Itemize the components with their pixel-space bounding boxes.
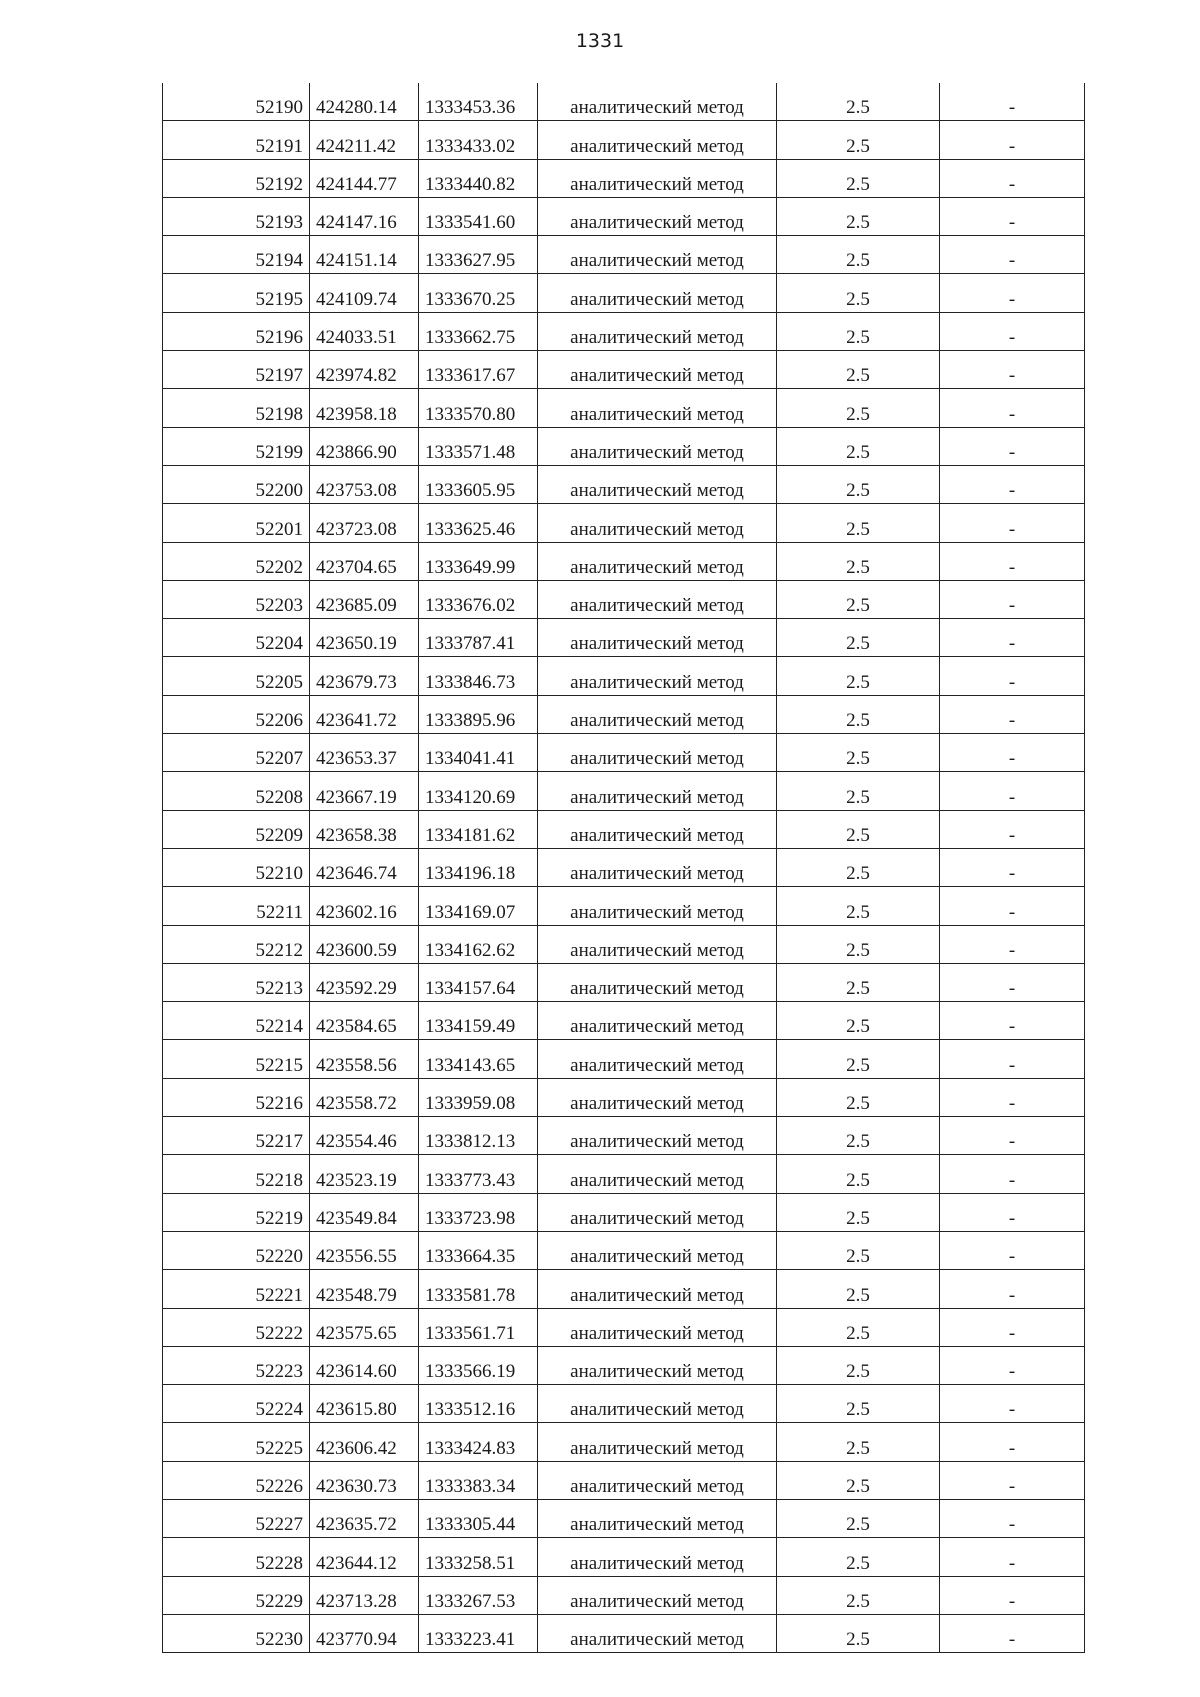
y-coordinate-cell: 1333424.83 <box>419 1423 538 1461</box>
table-row <box>163 1308 1085 1346</box>
y-coordinate-cell: 1333561.71 <box>419 1308 538 1346</box>
y-coordinate-cell: 1333846.73 <box>419 657 538 695</box>
x-coordinate-cell: 423554.46 <box>310 1117 419 1155</box>
note-cell: - <box>940 1155 1085 1193</box>
y-coordinate-cell: 1333267.53 <box>419 1576 538 1614</box>
accuracy-cell: 2.5 <box>777 848 940 886</box>
accuracy-cell: 2.5 <box>777 734 940 772</box>
y-coordinate-cell: 1334169.07 <box>419 887 538 925</box>
x-coordinate-cell: 423866.90 <box>310 427 419 465</box>
y-coordinate-cell: 1333581.78 <box>419 1270 538 1308</box>
y-coordinate-cell: 1334196.18 <box>419 848 538 886</box>
table-row <box>163 1231 1085 1269</box>
table-row <box>163 1346 1085 1384</box>
x-coordinate-cell: 423602.16 <box>310 887 419 925</box>
y-coordinate-cell: 1333605.95 <box>419 465 538 503</box>
note-cell: - <box>940 197 1085 235</box>
point-number-cell: 52228 <box>163 1538 310 1576</box>
method-cell: аналитический метод <box>538 351 777 389</box>
point-number-cell: 52206 <box>163 695 310 733</box>
note-cell: - <box>940 810 1085 848</box>
method-cell: аналитический метод <box>538 1346 777 1384</box>
x-coordinate-cell: 424147.16 <box>310 197 419 235</box>
note-cell: - <box>940 1078 1085 1116</box>
accuracy-cell: 2.5 <box>777 1346 940 1384</box>
method-cell: аналитический метод <box>538 1308 777 1346</box>
y-coordinate-cell: 1334041.41 <box>419 734 538 772</box>
method-cell: аналитический метод <box>538 159 777 197</box>
method-cell: аналитический метод <box>538 274 777 312</box>
method-cell: аналитический метод <box>538 121 777 159</box>
accuracy-cell: 2.5 <box>777 772 940 810</box>
point-number-cell: 52203 <box>163 580 310 618</box>
method-cell: аналитический метод <box>538 542 777 580</box>
method-cell: аналитический метод <box>538 887 777 925</box>
point-number-cell: 52199 <box>163 427 310 465</box>
method-cell: аналитический метод <box>538 1117 777 1155</box>
method-cell: аналитический метод <box>538 83 777 121</box>
accuracy-cell: 2.5 <box>777 1538 940 1576</box>
note-cell: - <box>940 772 1085 810</box>
method-cell: аналитический метод <box>538 389 777 427</box>
y-coordinate-cell: 1333625.46 <box>419 504 538 542</box>
note-cell: - <box>940 848 1085 886</box>
x-coordinate-cell: 424280.14 <box>310 83 419 121</box>
note-cell: - <box>940 274 1085 312</box>
point-number-cell: 52229 <box>163 1576 310 1614</box>
note-cell: - <box>940 83 1085 121</box>
method-cell: аналитический метод <box>538 925 777 963</box>
method-cell: аналитический метод <box>538 1231 777 1269</box>
point-number-cell: 52202 <box>163 542 310 580</box>
x-coordinate-cell: 423584.65 <box>310 1002 419 1040</box>
point-number-cell: 52223 <box>163 1346 310 1384</box>
note-cell: - <box>940 1576 1085 1614</box>
note-cell: - <box>940 619 1085 657</box>
y-coordinate-cell: 1333440.82 <box>419 159 538 197</box>
point-number-cell: 52198 <box>163 389 310 427</box>
x-coordinate-cell: 423641.72 <box>310 695 419 733</box>
accuracy-cell: 2.5 <box>777 1461 940 1499</box>
accuracy-cell: 2.5 <box>777 1423 940 1461</box>
table-row <box>163 1270 1085 1308</box>
note-cell: - <box>940 963 1085 1001</box>
y-coordinate-cell: 1333571.48 <box>419 427 538 465</box>
note-cell: - <box>940 1308 1085 1346</box>
y-coordinate-cell: 1334181.62 <box>419 810 538 848</box>
point-number-cell: 52224 <box>163 1385 310 1423</box>
accuracy-cell: 2.5 <box>777 1040 940 1078</box>
table-row <box>163 695 1085 733</box>
y-coordinate-cell: 1333433.02 <box>419 121 538 159</box>
method-cell: аналитический метод <box>538 848 777 886</box>
y-coordinate-cell: 1333512.16 <box>419 1385 538 1423</box>
method-cell: аналитический метод <box>538 1461 777 1499</box>
accuracy-cell: 2.5 <box>777 887 940 925</box>
accuracy-cell: 2.5 <box>777 925 940 963</box>
accuracy-cell: 2.5 <box>777 159 940 197</box>
accuracy-cell: 2.5 <box>777 1270 940 1308</box>
note-cell: - <box>940 887 1085 925</box>
y-coordinate-cell: 1333566.19 <box>419 1346 538 1384</box>
y-coordinate-cell: 1333662.75 <box>419 312 538 350</box>
table-row <box>163 465 1085 503</box>
note-cell: - <box>940 1385 1085 1423</box>
table-row <box>163 1002 1085 1040</box>
y-coordinate-cell: 1333676.02 <box>419 580 538 618</box>
accuracy-cell: 2.5 <box>777 542 940 580</box>
y-coordinate-cell: 1333453.36 <box>419 83 538 121</box>
note-cell: - <box>940 1346 1085 1384</box>
x-coordinate-cell: 423704.65 <box>310 542 419 580</box>
x-coordinate-cell: 424211.42 <box>310 121 419 159</box>
method-cell: аналитический метод <box>538 427 777 465</box>
y-coordinate-cell: 1333959.08 <box>419 1078 538 1116</box>
note-cell: - <box>940 1499 1085 1537</box>
accuracy-cell: 2.5 <box>777 1117 940 1155</box>
method-cell: аналитический метод <box>538 197 777 235</box>
y-coordinate-cell: 1333570.80 <box>419 389 538 427</box>
x-coordinate-cell: 423600.59 <box>310 925 419 963</box>
table-row <box>163 580 1085 618</box>
table-row <box>163 427 1085 465</box>
point-number-cell: 52204 <box>163 619 310 657</box>
y-coordinate-cell: 1334159.49 <box>419 1002 538 1040</box>
accuracy-cell: 2.5 <box>777 580 940 618</box>
point-number-cell: 52221 <box>163 1270 310 1308</box>
point-number-cell: 52214 <box>163 1002 310 1040</box>
accuracy-cell: 2.5 <box>777 1576 940 1614</box>
table-row <box>163 887 1085 925</box>
x-coordinate-cell: 423658.38 <box>310 810 419 848</box>
note-cell: - <box>940 351 1085 389</box>
x-coordinate-cell: 423556.55 <box>310 1231 419 1269</box>
point-number-cell: 52190 <box>163 83 310 121</box>
note-cell: - <box>940 1193 1085 1231</box>
method-cell: аналитический метод <box>538 1002 777 1040</box>
x-coordinate-cell: 423753.08 <box>310 465 419 503</box>
point-number-cell: 52207 <box>163 734 310 772</box>
point-number-cell: 52211 <box>163 887 310 925</box>
note-cell: - <box>940 236 1085 274</box>
y-coordinate-cell: 1333895.96 <box>419 695 538 733</box>
y-coordinate-cell: 1333664.35 <box>419 1231 538 1269</box>
y-coordinate-cell: 1334157.64 <box>419 963 538 1001</box>
method-cell: аналитический метод <box>538 1538 777 1576</box>
point-number-cell: 52209 <box>163 810 310 848</box>
table-row <box>163 197 1085 235</box>
method-cell: аналитический метод <box>538 1270 777 1308</box>
x-coordinate-cell: 423558.72 <box>310 1078 419 1116</box>
method-cell: аналитический метод <box>538 465 777 503</box>
table-row <box>163 1423 1085 1461</box>
accuracy-cell: 2.5 <box>777 963 940 1001</box>
accuracy-cell: 2.5 <box>777 1308 940 1346</box>
y-coordinate-cell: 1333305.44 <box>419 1499 538 1537</box>
point-number-cell: 52195 <box>163 274 310 312</box>
table-row <box>163 83 1085 121</box>
table-row <box>163 159 1085 197</box>
x-coordinate-cell: 423685.09 <box>310 580 419 618</box>
x-coordinate-cell: 423558.56 <box>310 1040 419 1078</box>
y-coordinate-cell: 1333787.41 <box>419 619 538 657</box>
y-coordinate-cell: 1334162.62 <box>419 925 538 963</box>
accuracy-cell: 2.5 <box>777 1155 940 1193</box>
y-coordinate-cell: 1333649.99 <box>419 542 538 580</box>
note-cell: - <box>940 159 1085 197</box>
point-number-cell: 52192 <box>163 159 310 197</box>
note-cell: - <box>940 925 1085 963</box>
method-cell: аналитический метод <box>538 1423 777 1461</box>
x-coordinate-cell: 423523.19 <box>310 1155 419 1193</box>
x-coordinate-cell: 424109.74 <box>310 274 419 312</box>
y-coordinate-cell: 1333383.34 <box>419 1461 538 1499</box>
method-cell: аналитический метод <box>538 734 777 772</box>
note-cell: - <box>940 121 1085 159</box>
x-coordinate-cell: 423548.79 <box>310 1270 419 1308</box>
point-number-cell: 52210 <box>163 848 310 886</box>
point-number-cell: 52220 <box>163 1231 310 1269</box>
accuracy-cell: 2.5 <box>777 465 940 503</box>
accuracy-cell: 2.5 <box>777 1078 940 1116</box>
method-cell: аналитический метод <box>538 619 777 657</box>
note-cell: - <box>940 1461 1085 1499</box>
method-cell: аналитический метод <box>538 1193 777 1231</box>
method-cell: аналитический метод <box>538 695 777 733</box>
accuracy-cell: 2.5 <box>777 657 940 695</box>
x-coordinate-cell: 423614.60 <box>310 1346 419 1384</box>
table-row <box>163 312 1085 350</box>
y-coordinate-cell: 1333258.51 <box>419 1538 538 1576</box>
table-row <box>163 274 1085 312</box>
accuracy-cell: 2.5 <box>777 1231 940 1269</box>
point-number-cell: 52212 <box>163 925 310 963</box>
point-number-cell: 52213 <box>163 963 310 1001</box>
x-coordinate-cell: 423974.82 <box>310 351 419 389</box>
y-coordinate-cell: 1333773.43 <box>419 1155 538 1193</box>
method-cell: аналитический метод <box>538 1614 777 1652</box>
accuracy-cell: 2.5 <box>777 1193 940 1231</box>
x-coordinate-cell: 423723.08 <box>310 504 419 542</box>
table-row <box>163 1155 1085 1193</box>
table-row <box>163 848 1085 886</box>
table-row <box>163 1576 1085 1614</box>
table-row <box>163 1385 1085 1423</box>
note-cell: - <box>940 504 1085 542</box>
table-row <box>163 1040 1085 1078</box>
point-number-cell: 52191 <box>163 121 310 159</box>
method-cell: аналитический метод <box>538 1499 777 1537</box>
x-coordinate-cell: 423615.80 <box>310 1385 419 1423</box>
y-coordinate-cell: 1334120.69 <box>419 772 538 810</box>
note-cell: - <box>940 695 1085 733</box>
note-cell: - <box>940 1538 1085 1576</box>
x-coordinate-cell: 424144.77 <box>310 159 419 197</box>
x-coordinate-cell: 423635.72 <box>310 1499 419 1537</box>
note-cell: - <box>940 734 1085 772</box>
x-coordinate-cell: 423646.74 <box>310 848 419 886</box>
accuracy-cell: 2.5 <box>777 427 940 465</box>
y-coordinate-cell: 1333627.95 <box>419 236 538 274</box>
table-row <box>163 236 1085 274</box>
note-cell: - <box>940 427 1085 465</box>
accuracy-cell: 2.5 <box>777 504 940 542</box>
x-coordinate-cell: 423770.94 <box>310 1614 419 1652</box>
note-cell: - <box>940 1040 1085 1078</box>
y-coordinate-cell: 1333812.13 <box>419 1117 538 1155</box>
note-cell: - <box>940 389 1085 427</box>
accuracy-cell: 2.5 <box>777 1385 940 1423</box>
accuracy-cell: 2.5 <box>777 351 940 389</box>
point-number-cell: 52208 <box>163 772 310 810</box>
table-row <box>163 1078 1085 1116</box>
note-cell: - <box>940 312 1085 350</box>
point-number-cell: 52226 <box>163 1461 310 1499</box>
table-row <box>163 1538 1085 1576</box>
method-cell: аналитический метод <box>538 963 777 1001</box>
point-number-cell: 52217 <box>163 1117 310 1155</box>
table-row <box>163 772 1085 810</box>
point-number-cell: 52201 <box>163 504 310 542</box>
note-cell: - <box>940 580 1085 618</box>
note-cell: - <box>940 1002 1085 1040</box>
method-cell: аналитический метод <box>538 1576 777 1614</box>
x-coordinate-cell: 423549.84 <box>310 1193 419 1231</box>
accuracy-cell: 2.5 <box>777 312 940 350</box>
accuracy-cell: 2.5 <box>777 1002 940 1040</box>
y-coordinate-cell: 1333223.41 <box>419 1614 538 1652</box>
point-number-cell: 52222 <box>163 1308 310 1346</box>
method-cell: аналитический метод <box>538 580 777 618</box>
table-row <box>163 734 1085 772</box>
method-cell: аналитический метод <box>538 236 777 274</box>
accuracy-cell: 2.5 <box>777 1614 940 1652</box>
accuracy-cell: 2.5 <box>777 1499 940 1537</box>
table-row <box>163 542 1085 580</box>
y-coordinate-cell: 1333723.98 <box>419 1193 538 1231</box>
accuracy-cell: 2.5 <box>777 389 940 427</box>
x-coordinate-cell: 423667.19 <box>310 772 419 810</box>
accuracy-cell: 2.5 <box>777 236 940 274</box>
x-coordinate-cell: 423679.73 <box>310 657 419 695</box>
point-number-cell: 52200 <box>163 465 310 503</box>
table-row <box>163 1499 1085 1537</box>
coordinates-table <box>162 83 1085 1653</box>
point-number-cell: 52218 <box>163 1155 310 1193</box>
point-number-cell: 52196 <box>163 312 310 350</box>
y-coordinate-cell: 1333670.25 <box>419 274 538 312</box>
x-coordinate-cell: 423958.18 <box>310 389 419 427</box>
table-row <box>163 963 1085 1001</box>
table-row <box>163 351 1085 389</box>
accuracy-cell: 2.5 <box>777 274 940 312</box>
accuracy-cell: 2.5 <box>777 197 940 235</box>
method-cell: аналитический метод <box>538 810 777 848</box>
x-coordinate-cell: 423713.28 <box>310 1576 419 1614</box>
x-coordinate-cell: 423606.42 <box>310 1423 419 1461</box>
table-row <box>163 657 1085 695</box>
note-cell: - <box>940 1117 1085 1155</box>
method-cell: аналитический метод <box>538 1040 777 1078</box>
note-cell: - <box>940 1270 1085 1308</box>
method-cell: аналитический метод <box>538 657 777 695</box>
note-cell: - <box>940 1614 1085 1652</box>
x-coordinate-cell: 423653.37 <box>310 734 419 772</box>
accuracy-cell: 2.5 <box>777 695 940 733</box>
table-row <box>163 1614 1085 1652</box>
table-row <box>163 925 1085 963</box>
point-number-cell: 52216 <box>163 1078 310 1116</box>
note-cell: - <box>940 542 1085 580</box>
y-coordinate-cell: 1334143.65 <box>419 1040 538 1078</box>
point-number-cell: 52205 <box>163 657 310 695</box>
note-cell: - <box>940 657 1085 695</box>
x-coordinate-cell: 423644.12 <box>310 1538 419 1576</box>
y-coordinate-cell: 1333617.67 <box>419 351 538 389</box>
x-coordinate-cell: 424151.14 <box>310 236 419 274</box>
method-cell: аналитический метод <box>538 772 777 810</box>
table-row <box>163 389 1085 427</box>
accuracy-cell: 2.5 <box>777 83 940 121</box>
note-cell: - <box>940 1231 1085 1269</box>
x-coordinate-cell: 423650.19 <box>310 619 419 657</box>
coordinates-table-body <box>163 83 1085 1653</box>
point-number-cell: 52230 <box>163 1614 310 1652</box>
note-cell: - <box>940 465 1085 503</box>
point-number-cell: 52197 <box>163 351 310 389</box>
page-number: 1331 <box>575 30 625 52</box>
note-cell: - <box>940 1423 1085 1461</box>
x-coordinate-cell: 424033.51 <box>310 312 419 350</box>
table-row <box>163 1193 1085 1231</box>
method-cell: аналитический метод <box>538 1078 777 1116</box>
y-coordinate-cell: 1333541.60 <box>419 197 538 235</box>
method-cell: аналитический метод <box>538 1155 777 1193</box>
table-row <box>163 121 1085 159</box>
x-coordinate-cell: 423630.73 <box>310 1461 419 1499</box>
point-number-cell: 52215 <box>163 1040 310 1078</box>
table-row <box>163 504 1085 542</box>
method-cell: аналитический метод <box>538 1385 777 1423</box>
point-number-cell: 52225 <box>163 1423 310 1461</box>
table-row <box>163 619 1085 657</box>
point-number-cell: 52227 <box>163 1499 310 1537</box>
method-cell: аналитический метод <box>538 312 777 350</box>
point-number-cell: 52219 <box>163 1193 310 1231</box>
method-cell: аналитический метод <box>538 504 777 542</box>
accuracy-cell: 2.5 <box>777 810 940 848</box>
x-coordinate-cell: 423592.29 <box>310 963 419 1001</box>
table-row <box>163 1117 1085 1155</box>
point-number-cell: 52193 <box>163 197 310 235</box>
point-number-cell: 52194 <box>163 236 310 274</box>
accuracy-cell: 2.5 <box>777 121 940 159</box>
table-row <box>163 810 1085 848</box>
x-coordinate-cell: 423575.65 <box>310 1308 419 1346</box>
accuracy-cell: 2.5 <box>777 619 940 657</box>
table-row <box>163 1461 1085 1499</box>
